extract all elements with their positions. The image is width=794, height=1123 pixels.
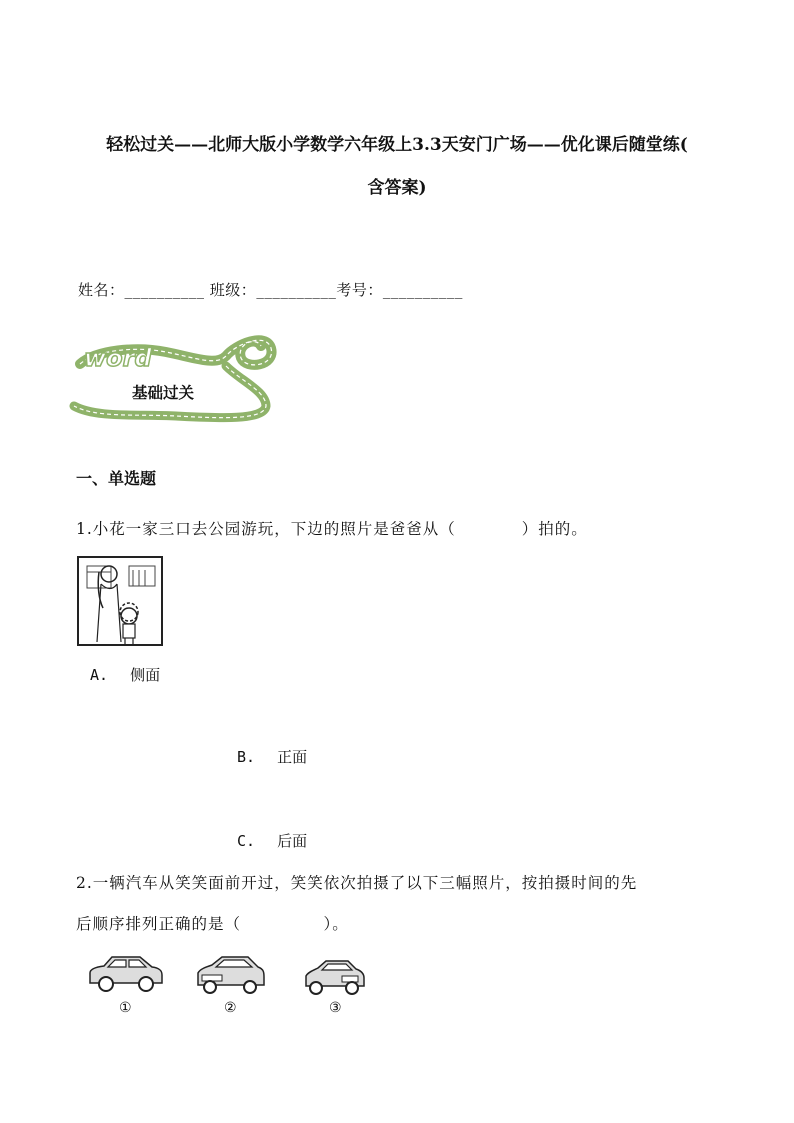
exam-label: 考号： — [336, 281, 383, 299]
question-2-line-2: 后顺序排列正确的是（ ）。 — [76, 915, 349, 933]
car-label-2: ② — [224, 1000, 237, 1016]
badge-label: 基础过关 — [132, 384, 195, 402]
q1-option-c-letter: C. — [237, 832, 256, 850]
class-blank[interactable]: __________ — [256, 281, 337, 299]
question-1-text: 1.小花一家三口去公园游玩，下边的照片是爸爸从（ ）拍的。 — [76, 520, 588, 538]
document-title-line-2: 含答案) — [367, 178, 427, 198]
q1-option-a-letter: A. — [90, 666, 109, 684]
car-label-1: ① — [119, 1000, 132, 1016]
q1-option-c-text: 后面 — [277, 832, 308, 850]
q1-option-c[interactable] — [237, 830, 307, 851]
car-rear-view-image — [302, 956, 368, 998]
q1-option-a[interactable] — [90, 664, 160, 685]
car-side-view-image — [86, 953, 166, 997]
name-label: 姓名： — [78, 281, 125, 299]
class-label: 班级： — [209, 281, 257, 299]
question-2-line-1: 2.一辆汽车从笑笑面前开过，笑笑依次拍摄了以下三幅照片，按拍摄时间的先 — [76, 874, 638, 892]
document-title-line-1: 轻松过关——北师大版小学数学六年级上3.3天安门广场——优化课后随堂练( — [106, 135, 688, 155]
car-angled-view-image — [194, 953, 268, 997]
car-label-3: ③ — [329, 1000, 342, 1016]
q1-option-b[interactable] — [237, 746, 307, 767]
name-blank[interactable]: __________ — [124, 281, 205, 299]
q1-option-a-text: 侧面 — [130, 666, 161, 684]
student-info-row — [78, 279, 463, 300]
exam-blank[interactable]: __________ — [382, 281, 463, 299]
family-photo-image — [77, 556, 163, 646]
q1-option-b-letter: B. — [237, 748, 256, 766]
word-logo-text: word — [84, 344, 152, 372]
section-title: 一、单选题 — [76, 469, 157, 488]
q1-option-b-text: 正面 — [277, 748, 308, 766]
